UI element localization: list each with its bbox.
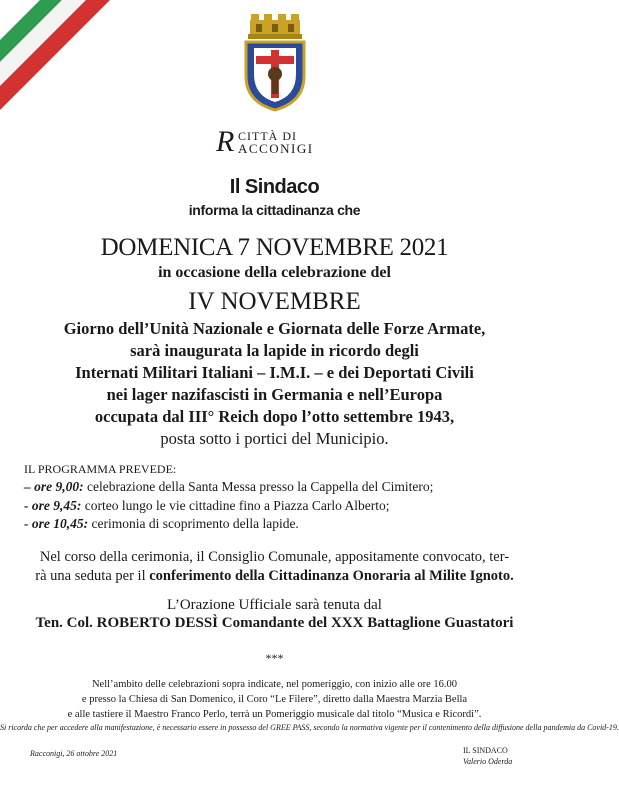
city-logo-initial: R xyxy=(216,125,235,158)
signature-name: Valerio Oderda xyxy=(463,757,513,766)
sindaco-heading: Il Sindaco xyxy=(229,176,320,198)
concert-line: Nell’ambito delle celebrazioni sopra indicate, nel pomeriggio, con inizio alle ore 16.00 xyxy=(91,679,458,690)
city-logo-top: CITTÀ DI xyxy=(238,129,297,143)
oration-speaker xyxy=(0,615,549,632)
program-item xyxy=(24,479,433,495)
body-line: posta sotto i portici del Municipio. xyxy=(160,429,389,448)
body-line: occupata dal III° Reich dopo l’otto settembre 1943, xyxy=(94,407,455,426)
body-line: Giorno dell’Unità Nazionale e Giornata delle Forze Armate, xyxy=(63,319,486,338)
speaker-role: Comandante del XXX Battaglione Guastatori xyxy=(218,615,514,631)
body-line: sarà inaugurata la lapide in ricordo degli xyxy=(130,341,419,360)
city-logo xyxy=(216,127,336,157)
green-pass-notice: Si ricorda che per accedere alla manifestazione, è necessario essere in possesso del GREE PASS, secondo la normativa vigente per il contenimento della diffusione della pandemia da Covid-19. xyxy=(0,723,619,732)
separator-stars: *** xyxy=(265,651,284,665)
body-line: Internati Militari Italiani – I.M.I. – e dei Deportati Civili xyxy=(75,363,474,382)
ceremony-line: Nel corso della cerimonia, il Consiglio Comunale, appositamente convocato, ter- xyxy=(39,549,510,565)
program-text: celebrazione della Santa Messa presso la Cappella del Cimitero; xyxy=(87,479,434,494)
informa-subheading: informa la cittadinanza che xyxy=(188,202,361,218)
city-logo-name: ACCONIGI xyxy=(238,141,314,156)
body-line: nei lager nazifascisti in Germania e nell’Europa xyxy=(106,385,443,404)
program-item xyxy=(24,498,390,514)
city-crest-icon xyxy=(236,12,314,112)
cittadinanza-onoraria-text: conferimento della Cittadinanza Onoraria al Milite Ignoto. xyxy=(149,568,514,584)
italian-flag-ribbon xyxy=(0,0,130,100)
occasion-line: in occasione della celebrazione del xyxy=(158,264,391,281)
announcement-body xyxy=(0,318,549,450)
event-date: DOMENICA 7 NOVEMBRE 2021 xyxy=(100,234,449,261)
program-item xyxy=(24,516,299,532)
footer-signature xyxy=(463,745,512,767)
signature-role: IL SINDACO xyxy=(463,746,508,755)
concert-line: e alle tastiere il Maestro Franco Perlo, terrà un Pomeriggio musicale dal titolo “Musica e Ricordi”. xyxy=(67,709,482,720)
oration-intro: L’Orazione Ufficiale sarà tenuta dal xyxy=(167,597,382,613)
program-text: cerimonia di scoprimento della lapide. xyxy=(91,516,299,531)
ceremony-line xyxy=(0,567,549,586)
speaker-name: Ten. Col. ROBERTO DESSÌ xyxy=(35,615,219,631)
ceremony-paragraph xyxy=(0,548,549,586)
program-time: - ore 10,45: xyxy=(24,516,89,531)
iv-novembre-title: IV NOVEMBRE xyxy=(188,288,361,315)
concert-line: e presso la Chiesa di San Domenico, il Coro “Le Filere”, diretto dalla Maestra Marzia Bella xyxy=(81,694,468,705)
footer-date: Racconigi, 26 ottobre 2021 xyxy=(30,749,118,758)
program-time: – ore 9,00: xyxy=(24,479,84,494)
concert-paragraph xyxy=(0,677,549,722)
ceremony-line-text: rà una seduta per il xyxy=(35,568,150,584)
program-time: - ore 9,45: xyxy=(24,498,82,513)
program-title: IL PROGRAMMA PREVEDE: xyxy=(24,462,177,476)
program-text: corteo lungo le vie cittadine fino a Piazza Carlo Alberto; xyxy=(84,498,390,513)
